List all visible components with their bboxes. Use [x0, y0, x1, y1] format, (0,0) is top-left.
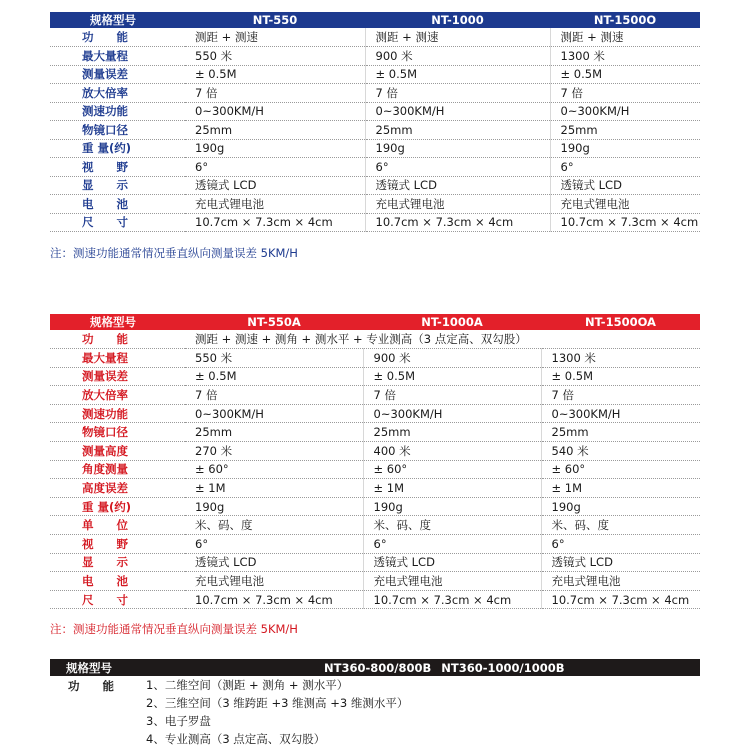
row-value: 550 米	[185, 349, 363, 368]
row-label: 角度测量	[50, 460, 185, 479]
feature-cell	[50, 676, 700, 694]
row-value: 7 倍	[185, 84, 365, 103]
row-value: 6°	[363, 535, 541, 554]
table-row	[50, 535, 700, 554]
row-value: 透镜式 LCD	[550, 176, 700, 195]
row-value: 190g	[550, 139, 700, 158]
row-value: 透镜式 LCD	[185, 553, 363, 572]
row-value: 190g	[185, 139, 365, 158]
row-value: 7 倍	[541, 386, 700, 405]
row-value: ± 0.5M	[365, 65, 550, 84]
row-value: 0~300KM/H	[363, 404, 541, 423]
table-row	[50, 460, 700, 479]
header-model-nt550a: NT-550A	[247, 315, 301, 329]
row-value: 25mm	[185, 423, 363, 442]
row-label: 物镜口径	[50, 121, 185, 140]
row-label: 物镜口径	[50, 423, 185, 442]
row-value: 6°	[550, 158, 700, 177]
header-model-label: 规格型号	[66, 660, 112, 675]
row-label: 单 位	[50, 516, 185, 535]
row-value: ± 0.5M	[541, 367, 700, 386]
row-label: 高度误差	[50, 479, 185, 498]
row-label: 重 量(约)	[50, 497, 185, 516]
row-label: 显 示	[50, 176, 185, 195]
row-label: 电 池	[50, 572, 185, 591]
row-value: 190g	[185, 497, 363, 516]
row-value: ± 60°	[185, 460, 363, 479]
function-value: 测距 + 测速 + 测角 + 测水平 + 专业测高（3 点定高、双勾股）	[185, 330, 700, 349]
row-value: 400 米	[363, 442, 541, 461]
row-value: 充电式锂电池	[541, 572, 700, 591]
row-value: 7 倍	[550, 84, 700, 103]
row-value: 透镜式 LCD	[365, 176, 550, 195]
row-value: 10.7cm × 7.3cm × 4cm	[365, 213, 550, 232]
row-value: ± 1M	[541, 479, 700, 498]
feature-item: 1、二维空间（测距 + 测角 + 测水平）	[146, 678, 349, 692]
table-row	[50, 694, 700, 712]
row-value: ± 1M	[185, 479, 363, 498]
spec-table-standard	[50, 12, 700, 232]
table-row	[50, 676, 700, 694]
row-value: 测距 + 测速	[365, 28, 550, 47]
table-row	[50, 158, 700, 177]
header-model-label: 规格型号	[90, 315, 136, 329]
table-row	[50, 367, 700, 386]
header-model-nt550: NT-550	[252, 13, 298, 27]
table-row	[50, 479, 700, 498]
table-row	[50, 28, 700, 47]
table-row	[50, 139, 700, 158]
row-label: 功 能	[50, 330, 185, 349]
row-value: 透镜式 LCD	[541, 553, 700, 572]
row-value: 190g	[363, 497, 541, 516]
row-value: 7 倍	[185, 386, 363, 405]
row-value: 25mm	[365, 121, 550, 140]
table1-footnote: 注：测速功能通常情况垂直纵向测量误差 5KM/H	[50, 246, 298, 260]
row-value: ± 0.5M	[363, 367, 541, 386]
row-value: 0~300KM/H	[185, 102, 365, 121]
row-value: 6°	[185, 158, 365, 177]
spec-table-nt360	[50, 659, 700, 748]
row-value: ± 1M	[363, 479, 541, 498]
row-value: 测距 + 测速	[185, 28, 365, 47]
row-value: 540 米	[541, 442, 700, 461]
row-label: 重 量(约)	[50, 139, 185, 158]
table-row	[50, 553, 700, 572]
row-value: 6°	[365, 158, 550, 177]
row-label: 最大量程	[50, 47, 185, 66]
table-row	[50, 121, 700, 140]
table-row	[50, 442, 700, 461]
row-value: 25mm	[541, 423, 700, 442]
row-label: 测量误差	[50, 65, 185, 84]
table-row	[50, 102, 700, 121]
row-value: ± 0.5M	[185, 65, 365, 84]
row-label: 最大量程	[50, 349, 185, 368]
row-value: 透镜式 LCD	[363, 553, 541, 572]
row-value: 充电式锂电池	[185, 195, 365, 214]
row-value: ± 0.5M	[185, 367, 363, 386]
row-value: 25mm	[185, 121, 365, 140]
row-value: 充电式锂电池	[365, 195, 550, 214]
feature-cell	[50, 694, 700, 712]
feature-item: 2、三维空间（3 维跨距 +3 维测高 +3 维测水平）	[146, 696, 409, 710]
header-model-label: 规格型号	[90, 13, 136, 27]
table-row	[50, 572, 700, 591]
table-row	[50, 84, 700, 103]
row-value: 充电式锂电池	[185, 572, 363, 591]
table-row	[50, 195, 700, 214]
row-label: 显 示	[50, 553, 185, 572]
spec-table-angle	[50, 314, 700, 609]
table-row	[50, 330, 700, 349]
table-row	[50, 349, 700, 368]
feature-item: 4、专业测高（3 点定高、双勾股）	[146, 732, 326, 746]
row-value: 7 倍	[363, 386, 541, 405]
table-row	[50, 47, 700, 66]
header-model-nt360-800: NT360-800/800B	[324, 660, 432, 675]
row-value: 10.7cm × 7.3cm × 4cm	[185, 213, 365, 232]
row-label: 放大倍率	[50, 84, 185, 103]
row-value: 充电式锂电池	[363, 572, 541, 591]
header-model-nt360-1000: NT360-1000/1000B	[441, 660, 565, 675]
row-value: ± 0.5M	[550, 65, 700, 84]
table-row	[50, 516, 700, 535]
row-value: 1300 米	[550, 47, 700, 66]
row-value: 米、码、度	[363, 516, 541, 535]
feature-cell	[50, 730, 700, 748]
table-header-row	[50, 659, 700, 676]
row-value: 1300 米	[541, 349, 700, 368]
row-value: 190g	[365, 139, 550, 158]
row-value: 充电式锂电池	[550, 195, 700, 214]
table-row	[50, 423, 700, 442]
row-value: 6°	[185, 535, 363, 554]
row-value: 900 米	[365, 47, 550, 66]
row-value: 550 米	[185, 47, 365, 66]
table-row	[50, 213, 700, 232]
header-model-nt1000: NT-1000	[431, 13, 484, 27]
table-row	[50, 730, 700, 748]
row-value: 10.7cm × 7.3cm × 4cm	[550, 213, 700, 232]
row-value: 米、码、度	[185, 516, 363, 535]
row-value: 25mm	[550, 121, 700, 140]
row-value: 270 米	[185, 442, 363, 461]
feature-item: 3、电子罗盘	[146, 714, 211, 728]
table2-footnote: 注：测速功能通常情况垂直纵向测量误差 5KM/H	[50, 622, 298, 636]
row-value: 0~300KM/H	[365, 102, 550, 121]
row-value: 190g	[541, 497, 700, 516]
header-cell	[50, 659, 700, 676]
table-row	[50, 404, 700, 423]
table-header-row	[50, 314, 700, 330]
row-value: 10.7cm × 7.3cm × 4cm	[363, 590, 541, 609]
row-label: 视 野	[50, 158, 185, 177]
row-label: 放大倍率	[50, 386, 185, 405]
row-value: 6°	[541, 535, 700, 554]
feature-cell	[50, 712, 700, 730]
row-label: 测速功能	[50, 102, 185, 121]
header-model-nt1000a: NT-1000A	[421, 315, 483, 329]
row-value: 900 米	[363, 349, 541, 368]
row-value: 10.7cm × 7.3cm × 4cm	[541, 590, 700, 609]
row-label: 尺 寸	[50, 590, 185, 609]
table-row	[50, 386, 700, 405]
row-label: 电 池	[50, 195, 185, 214]
row-value: 测距 + 测速	[550, 28, 700, 47]
row-value: ± 60°	[541, 460, 700, 479]
table-header-row	[50, 12, 700, 28]
row-value: 7 倍	[365, 84, 550, 103]
row-label: 视 野	[50, 535, 185, 554]
table-row	[50, 590, 700, 609]
table-row	[50, 497, 700, 516]
row-value: 米、码、度	[541, 516, 700, 535]
row-value: 0~300KM/H	[541, 404, 700, 423]
row-value: 透镜式 LCD	[185, 176, 365, 195]
row-label: 功 能	[50, 28, 185, 47]
row-value: 10.7cm × 7.3cm × 4cm	[185, 590, 363, 609]
row-label: 测速功能	[50, 404, 185, 423]
table-row	[50, 65, 700, 84]
row-label: 尺 寸	[50, 213, 185, 232]
row-value: 0~300KM/H	[185, 404, 363, 423]
row-value: ± 60°	[363, 460, 541, 479]
row-value: 25mm	[363, 423, 541, 442]
header-model-nt1500o: NT-1500O	[593, 13, 657, 27]
row-label: 测量高度	[50, 442, 185, 461]
row-label: 测量误差	[50, 367, 185, 386]
row-label: 功 能	[68, 679, 114, 693]
row-value: 0~300KM/H	[550, 102, 700, 121]
table-row	[50, 176, 700, 195]
header-model-nt1500oa: NT-1500OA	[585, 315, 656, 329]
table-row	[50, 712, 700, 730]
